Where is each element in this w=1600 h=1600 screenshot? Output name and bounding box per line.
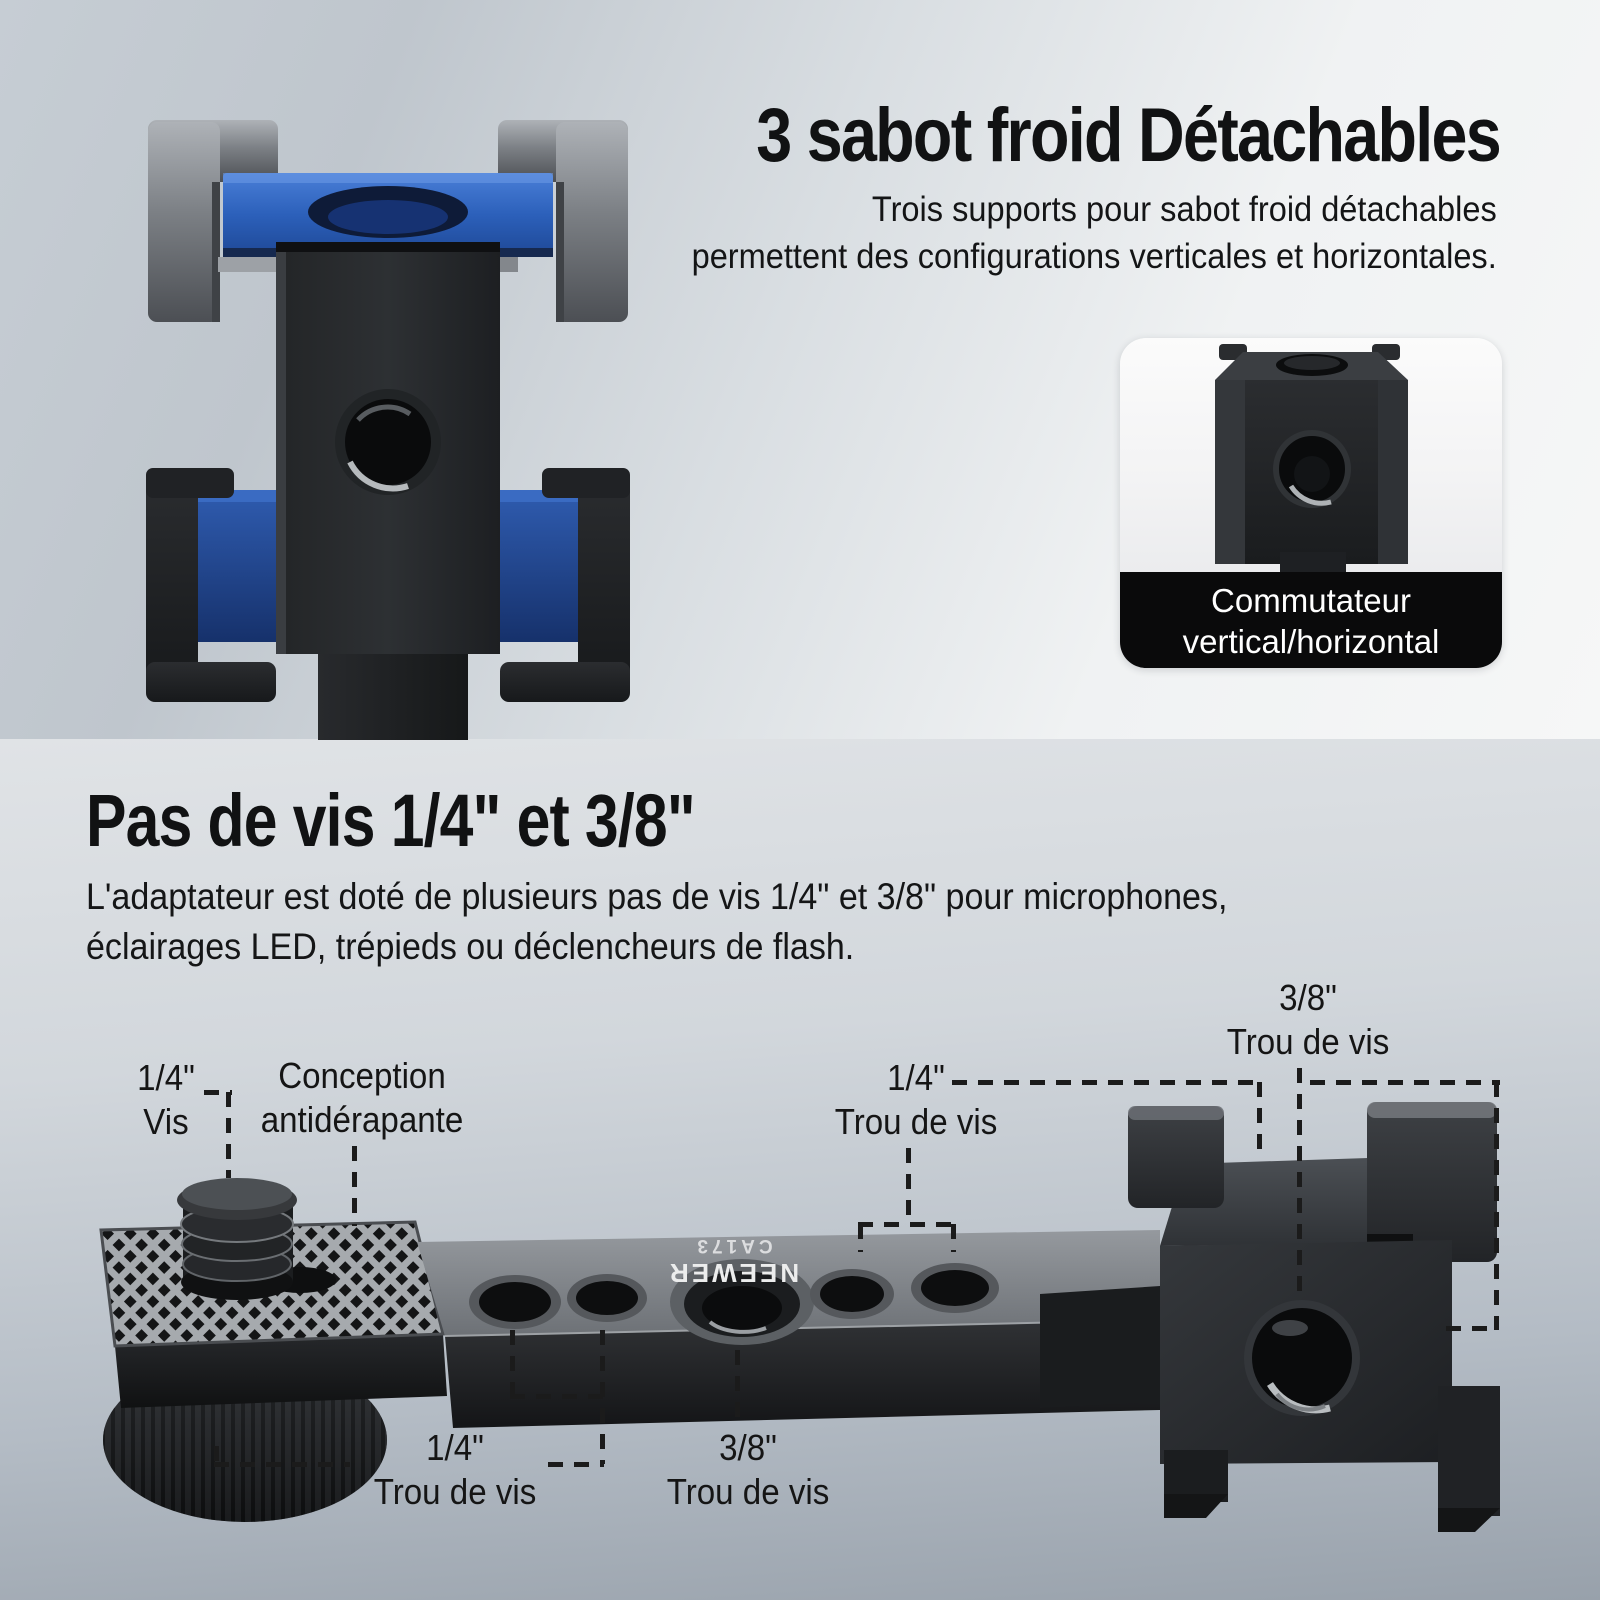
leader-quarter-bottom-h [548, 1462, 604, 1467]
label-quarter-screw-size: 1/4" [137, 1057, 195, 1098]
label-threeeighth-hole-top [1227, 976, 1390, 1064]
leader-quarter-top-h [952, 1080, 1262, 1085]
top-section-description [692, 186, 1497, 280]
leader-quarter-box-top [858, 1222, 956, 1227]
inset-card [1120, 338, 1502, 668]
inset-photo-area [1120, 338, 1502, 572]
label-quarter-hole-top-word: Trou de vis [834, 1101, 998, 1142]
label-quarter-hole-bottom-size: 1/4" [426, 1427, 484, 1468]
top-description-line2: permettent des configurations verticales et horizontales. [691, 237, 1497, 276]
label-quarter-screw-word: Vis [143, 1101, 189, 1142]
bottom-section-heading: Pas de vis 1/4" et 3/8" [86, 779, 695, 862]
leader-threeeighth-top-v [1297, 1068, 1302, 1302]
leader-quarter-box-right [951, 1224, 956, 1252]
product-marking-brand: NEEWER [666, 1258, 800, 1288]
label-threeeighth-hole-bottom [667, 1426, 830, 1514]
inset-caption [1120, 572, 1502, 668]
label-quarter-hole-bottom-word: Trou de vis [373, 1471, 537, 1512]
leader-knob-h [214, 1462, 350, 1467]
label-antislip [261, 1054, 464, 1142]
inset-caption-line2: vertical/horizontal [1182, 623, 1440, 660]
label-threeeighth-hole-bottom-word: Trou de vis [666, 1471, 830, 1512]
leader-hole1-v [510, 1330, 515, 1396]
label-quarter-hole-top-size: 1/4" [887, 1057, 945, 1098]
label-threeeighth-hole-top-word: Trou de vis [1226, 1021, 1390, 1062]
label-threeeighth-hole-bottom-size: 3/8" [719, 1427, 777, 1468]
leader-antislip-v [352, 1146, 357, 1226]
leader-threeeighth-bottom-v [735, 1350, 740, 1424]
leader-quarter-top-v [1257, 1082, 1262, 1152]
leader-quarter-under-v [906, 1148, 911, 1224]
leader-hole1-h [510, 1394, 604, 1399]
label-threeeighth-hole-top-size: 3/8" [1279, 977, 1337, 1018]
top-description-line1: Trois supports pour sabot froid détachables [872, 190, 1497, 229]
bottom-section-description [86, 872, 1227, 972]
cold-shoe-mount-front-photo [88, 70, 648, 740]
bottom-description-line2: éclairages LED, trépieds ou déclencheurs de flash. [86, 926, 855, 967]
cold-shoe-cube-photo [1120, 338, 1502, 572]
leader-right-box-v [1494, 1082, 1499, 1330]
leader-right-box-h2 [1446, 1326, 1498, 1331]
label-quarter-hole-top [835, 1056, 998, 1144]
leader-quarter-box-left [858, 1224, 863, 1252]
leader-knob-v [214, 1446, 219, 1466]
leader-right-box-h [1310, 1080, 1500, 1085]
bottom-description-line1: L'adaptateur est doté de plusieurs pas de vis 1/4" et 3/8" pour microphones, [86, 876, 1228, 917]
label-quarter-screw [137, 1056, 195, 1144]
label-antislip-line2: antidérapante [260, 1099, 464, 1140]
leader-hole2-v [600, 1330, 605, 1464]
label-quarter-hole-bottom [374, 1426, 537, 1514]
inset-caption-line1: Commutateur [1211, 582, 1411, 619]
leader-screw-v [226, 1092, 231, 1178]
product-marking-model: CA173 [693, 1235, 773, 1256]
top-section-heading: 3 sabot froid Détachables [756, 93, 1500, 178]
label-antislip-line1: Conception [278, 1055, 446, 1096]
